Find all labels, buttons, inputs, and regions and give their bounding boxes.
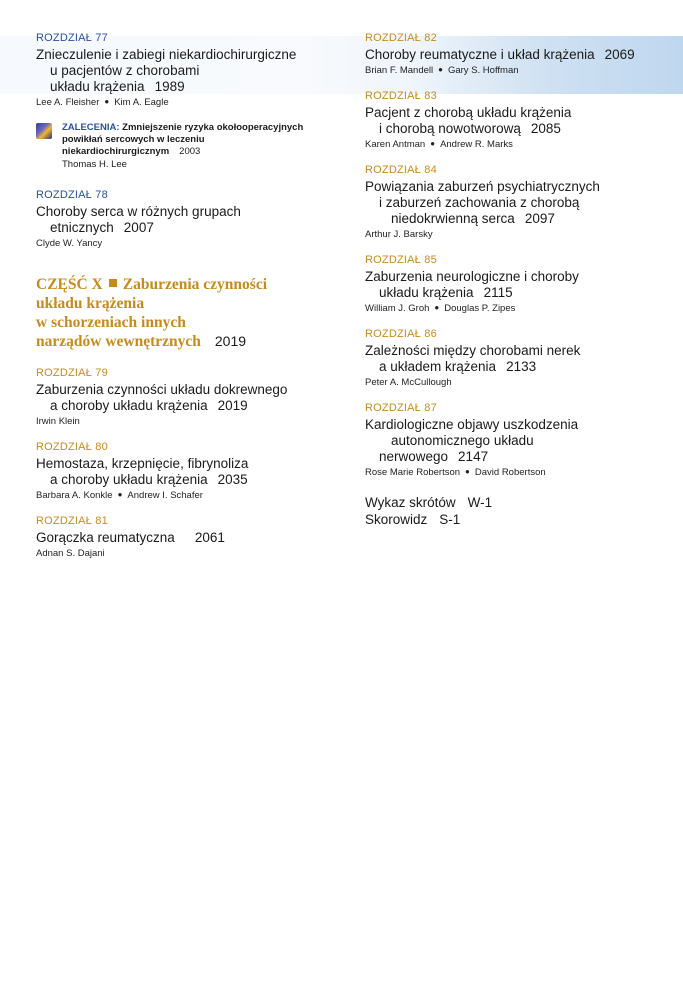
page-number: 2007 [123,220,154,235]
chapter-title [36,47,336,95]
chapter-label: ROZDZIAŁ 80 [36,441,108,453]
chapter-authors: Adnan S. Dajani [36,548,105,559]
chapter-title [36,382,336,414]
chapter-authors: Arthur J. Barsky [365,229,433,240]
chapter-authors: Karen Antman ● Andrew R. Marks [365,139,513,150]
chapter-authors: Lee A. Fleisher ● Kim A. Eagle [36,97,169,108]
page-number: 2019 [217,398,248,413]
page-number: 2085 [530,121,561,136]
chapter-title [365,105,665,137]
chapter-title-line: Choroby serca w różnych grupach [36,204,241,219]
page-number: 2035 [217,472,248,487]
author: Gary S. Hoffman [447,65,519,76]
chapter-label: ROZDZIAŁ 87 [365,402,437,414]
author: Karen Antman [365,139,426,150]
author: Barbara A. Konkle [36,490,113,501]
chapter-label: ROZDZIAŁ 82 [365,32,437,44]
page-number: 1989 [154,79,185,94]
toc-right-column [365,32,665,528]
recommendation-author: Thomas H. Lee [62,159,127,170]
part-title-line: narządów wewnętrznych [36,333,201,350]
chapter-title-line: i chorobą nowotworową [379,121,521,136]
chapter-title-line: niedokrwienną serca [391,211,515,226]
chapter-title-line: układu krążenia [50,79,145,94]
chapter-title-line: Gorączka reumatyczna [36,530,175,545]
chapter-authors: Brian F. Mandell ● Gary S. Hoffman [365,65,519,76]
toc-entry-chapter-87[interactable] [365,402,665,478]
chapter-label: ROZDZIAŁ 77 [36,32,108,44]
toc-entry-chapter-81[interactable] [36,515,336,559]
chapter-title [36,204,336,236]
author: David Robertson [474,467,546,478]
author: Andrew R. Marks [440,139,513,150]
recommendation-title-line: powikłań sercowych w leczeniu [62,134,205,145]
chapter-title-line: u pacjentów z chorobami [50,63,200,78]
chapter-label: ROZDZIAŁ 84 [365,164,437,176]
toc-entry-index[interactable] [365,511,665,528]
chapter-label: ROZDZIAŁ 86 [365,328,437,340]
toc-entry-chapter-86[interactable] [365,328,665,388]
chapter-title-line: Znieczulenie i zabiegi niekardiochirurgiczne [36,47,297,62]
toc-left-column [36,32,336,573]
chapter-title [365,47,665,63]
chapter-title [365,269,665,301]
page-number: 2019 [214,333,247,349]
page-number: 2003 [179,146,201,157]
part-prefix: CZĘŚĆ X [36,276,103,293]
toc-entry-chapter-80[interactable] [36,441,336,501]
chapter-label: ROZDZIAŁ 79 [36,367,108,379]
page-number: 2147 [458,449,489,464]
toc-back-matter [365,494,665,528]
page-number: 2069 [604,47,635,62]
toc-entry-chapter-78[interactable] [36,189,336,249]
recommendation-icon [36,123,52,139]
author: Andrew I. Schafer [127,490,203,501]
author: Douglas P. Zipes [444,303,516,314]
toc-entry-chapter-83[interactable] [365,90,665,150]
chapter-title [365,417,665,465]
chapter-title-line: układu krążenia [379,285,474,300]
chapter-title-line: a choroby układu krążenia [50,472,208,487]
toc-entry-chapter-82[interactable] [365,32,665,76]
chapter-label: ROZDZIAŁ 83 [365,90,437,102]
chapter-title [36,530,336,546]
abbreviations-label: Wykaz skrótów [365,495,456,510]
chapter-authors: William J. Groh ● Douglas P. Zipes [365,303,516,314]
chapter-title-line: Kardiologiczne objawy uszkodzenia [365,417,579,432]
chapter-title-line: Powiązania zaburzeń psychiatrycznych [365,179,600,194]
toc-entry-abbreviations[interactable] [365,494,665,511]
page-number: 2061 [194,530,225,545]
square-bullet-icon [109,279,117,287]
chapter-authors: Barbara A. Konkle ● Andrew I. Schafer [36,490,203,501]
chapter-authors: Irwin Klein [36,416,80,427]
toc-entry-chapter-77[interactable] [36,32,336,108]
chapter-label: ROZDZIAŁ 78 [36,189,108,201]
chapter-title [365,179,665,227]
chapter-title-line: autonomicznego układu [391,433,534,448]
author: Rose Marie Robertson [365,467,461,478]
chapter-title-line: Zaburzenia czynności układu dokrewnego [36,382,288,397]
recommendation-title-line: niekardiochirurgicznym [62,146,170,157]
chapter-title-line: etnicznych [50,220,114,235]
toc-entry-chapter-85[interactable] [365,254,665,314]
chapter-authors: Rose Marie Robertson ● David Robertson [365,467,546,478]
chapter-authors: Peter A. McCullough [365,377,452,388]
page-number: W-1 [467,495,493,510]
page-number: 2133 [506,359,537,374]
recommendation-label: ZALECENIA: [62,122,120,133]
chapter-title-line: Choroby reumatyczne i układ krążenia [365,47,595,62]
chapter-title-line: Hemostaza, krzepnięcie, fibrynoliza [36,456,249,471]
page-number: S-1 [439,512,461,527]
chapter-title-line: nerwowego [379,449,449,464]
toc-entry-chapter-84[interactable] [365,164,665,240]
recommendation-title-line: Zmniejszenie ryzyka okołooperacyjnych [122,122,304,133]
chapter-title-line: Zaburzenia neurologiczne i choroby [365,269,579,284]
chapter-title [36,456,336,488]
author: Lee A. Fleisher [36,97,100,108]
chapter-title-line: a układem krążenia [379,359,497,374]
chapter-title-line: a choroby układu krążenia [50,398,208,413]
part-title-line: w schorzeniach innych [36,314,186,331]
recommendation-entry[interactable] [36,122,336,171]
part-heading[interactable] [36,275,336,351]
page-number: 2097 [524,211,555,226]
part-title-line: Zaburzenia czynności [122,276,268,293]
toc-entry-chapter-79[interactable] [36,367,336,427]
index-label: Skorowidz [365,512,428,527]
author: William J. Groh [365,303,430,314]
chapter-title-line: Zależności między chorobami nerek [365,343,581,358]
author: Brian F. Mandell [365,65,434,76]
chapter-title [365,343,665,375]
chapter-title-line: Pacjent z chorobą układu krążenia [365,105,572,120]
chapter-authors: Clyde W. Yancy [36,238,103,249]
chapter-title-line: i zaburzeń zachowania z chorobą [379,195,580,210]
author: Kim A. Eagle [114,97,169,108]
page-number: 2115 [483,285,513,300]
chapter-label: ROZDZIAŁ 81 [36,515,108,527]
part-title-line: układu krążenia [36,295,145,312]
chapter-label: ROZDZIAŁ 85 [365,254,437,266]
